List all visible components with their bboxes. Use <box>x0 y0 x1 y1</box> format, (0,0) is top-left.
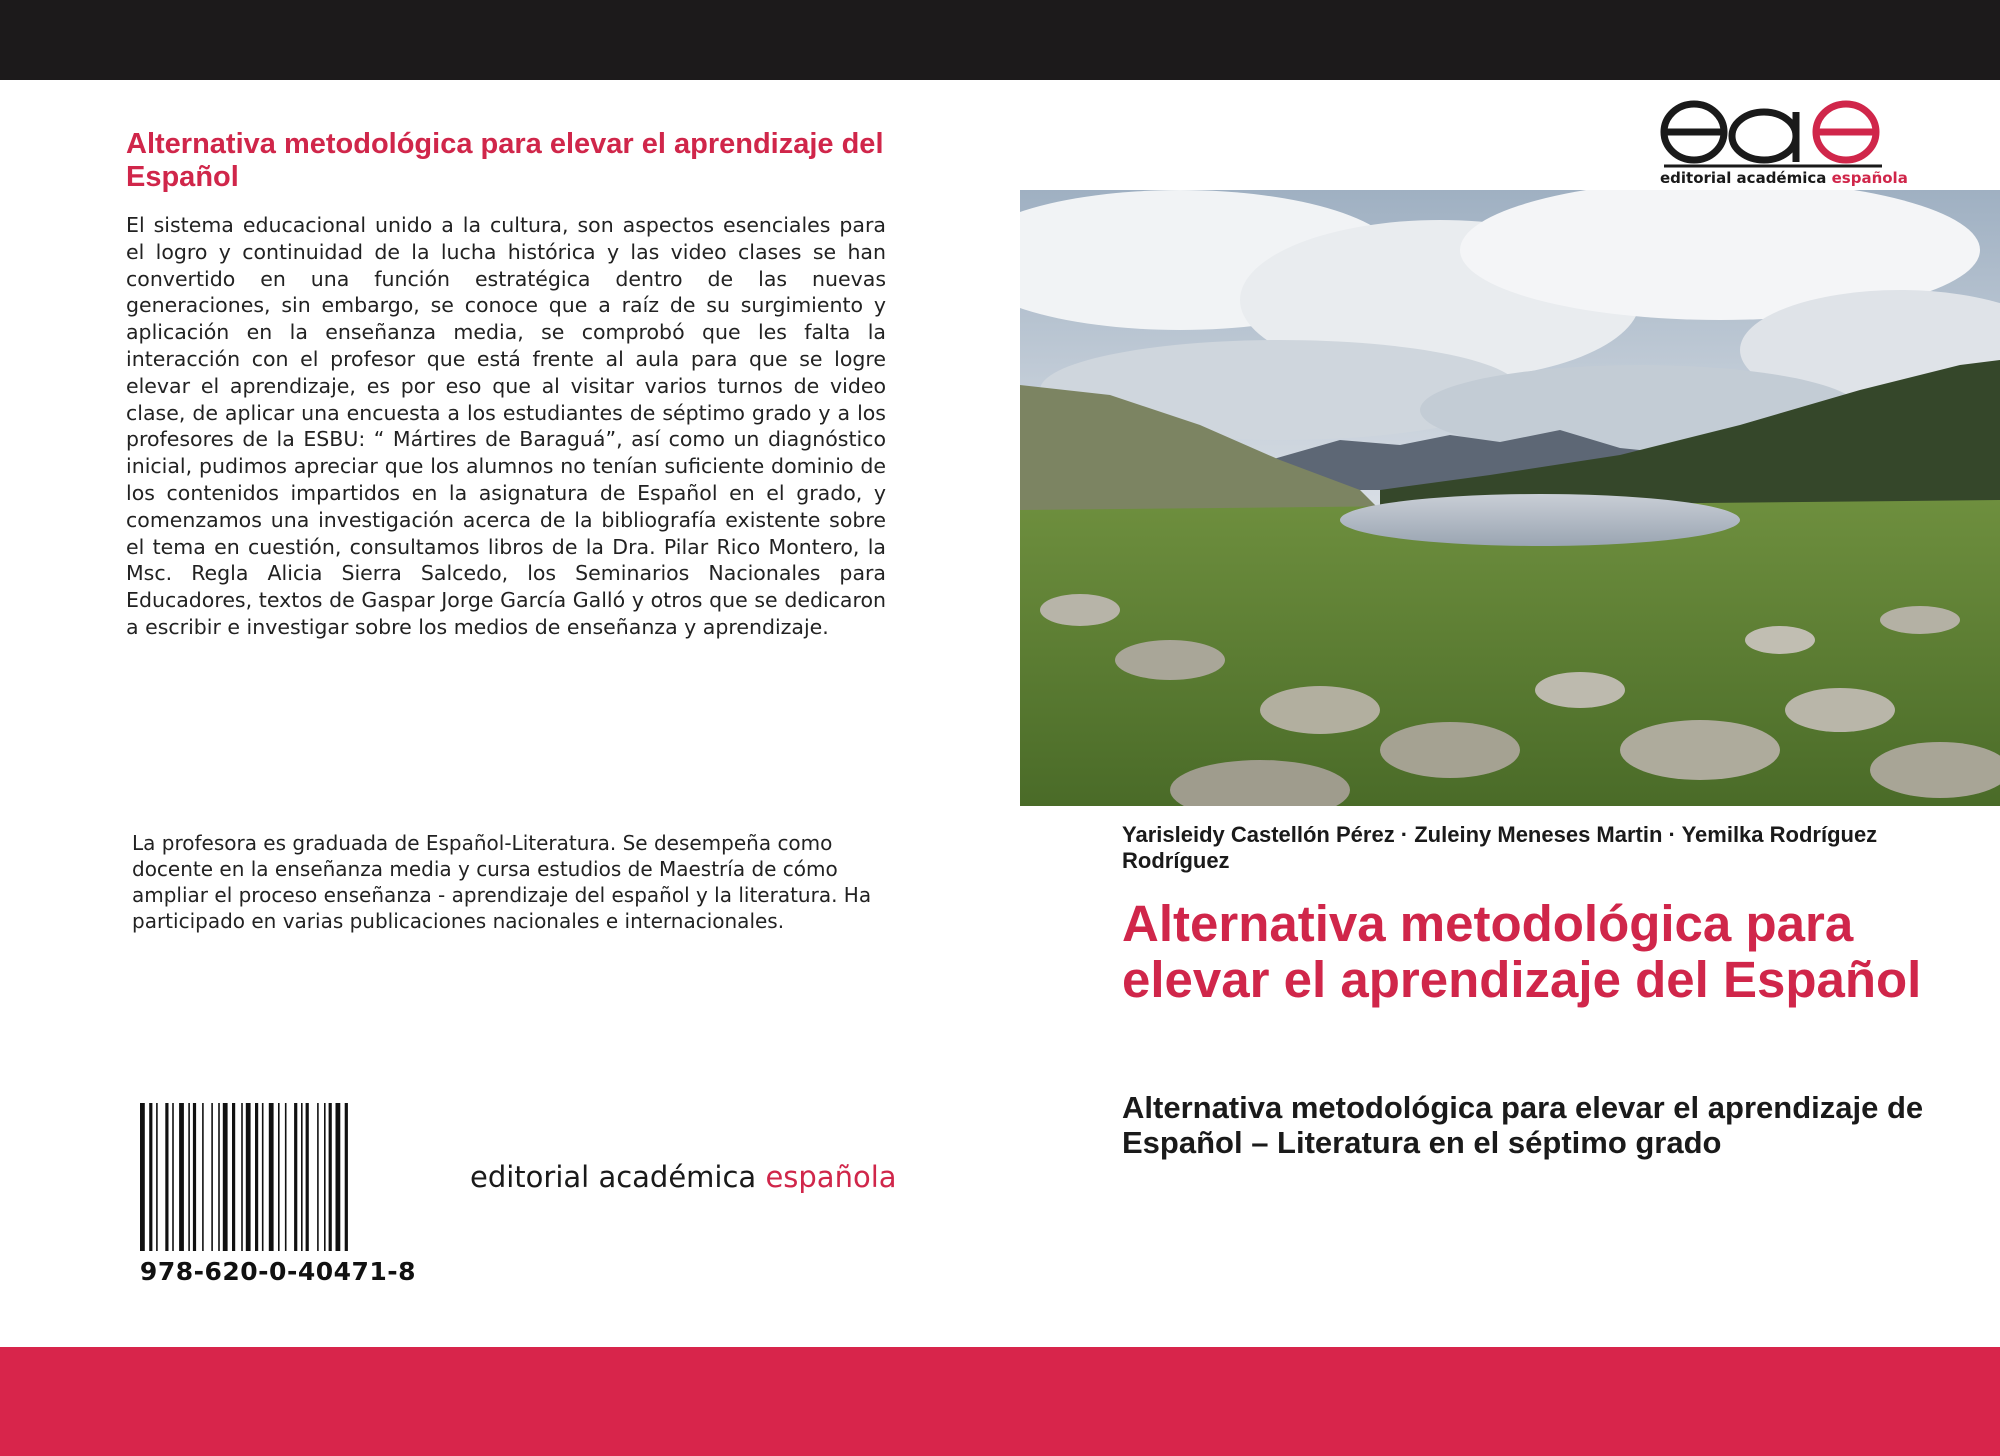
barcode-bar <box>202 1103 204 1251</box>
barcode-bar <box>255 1103 258 1251</box>
barcode-bar <box>149 1103 152 1251</box>
barcode-bar <box>278 1103 280 1251</box>
back-cover-title: Alternativa metodológica para elevar el aprendizaje del Español <box>126 128 884 193</box>
front-cover-subtitle: Alternativa metodológica para elevar el aprendizaje de Español – Literatura en el séptimo grado <box>1122 1090 1924 1160</box>
barcode-bar <box>172 1103 174 1251</box>
barcode-bar <box>301 1103 303 1251</box>
barcode-bars <box>138 1103 418 1251</box>
barcode-bar <box>294 1103 297 1251</box>
barcode-bar <box>336 1103 341 1251</box>
publisher-name-main: editorial académica <box>470 1160 766 1194</box>
barcode-bar <box>285 1103 287 1251</box>
barcode-bar <box>269 1103 274 1251</box>
logo-caption-main: editorial académica <box>1660 169 1832 187</box>
front-cover-title: Alternativa metodológica para elevar el aprendizaje del Español <box>1122 895 1922 1008</box>
barcode-bar <box>165 1103 168 1251</box>
cover-photo-landscape <box>1020 190 2000 806</box>
logo-caption-accent: española <box>1831 169 1908 187</box>
barcode-bar <box>262 1103 264 1251</box>
barcode-bar <box>156 1103 158 1251</box>
isbn-number: 978-620-0-40471-8 <box>139 1257 417 1286</box>
back-cover-blurb: El sistema educacional unido a la cultura, son aspectos esenciales para el logro y continuidad de la lucha histórica y las video clases se han convertido en una función estratégica dentro de las nuevas generaciones, sin embargo, se conoce que a raíz de su surgimiento y aplicación en la enseñanza media, se comprobó que les falta la interacción con el profesor que está frente al aula para que se logre elevar el aprendizaje, es por eso que al visitar varios turnos de video clase, de aplicar una encuesta a los estudiantes de séptimo grado y a los profesores de la ESBU: “ Mártires de Baraguá”, así como un diagnóstico inicial, pudimos apreciar que los alumnos no tenían suficiente dominio de los contenidos impartidos en la asignatura de Español en el grado, y comenzamos una investigación acerca de la bibliografía existente sobre el tema en cuestión, consultamos libros de la Dra. Pilar Rico Montero, la Msc. Regla Alicia Sierra Salcedo, los Seminarios Nacionales para Educadores, textos de Gaspar Jorge García Galló y otros que se dedicaron a escribir e investigar sobre los medios de enseñanza y aprendizaje. <box>126 213 886 639</box>
front-cover-authors: Yarisleidy Castellón Pérez · Zuleiny Meneses Martin · Yemilka Rodríguez Rodríguez <box>1122 822 1878 873</box>
barcode-bar <box>324 1103 326 1251</box>
barcode-bar <box>179 1103 184 1251</box>
publisher-wordmark <box>470 1160 897 1194</box>
barcode-bar <box>241 1103 243 1251</box>
barcode-bar <box>211 1103 213 1251</box>
barcode-bar <box>193 1103 196 1251</box>
isbn-barcode <box>138 1103 418 1286</box>
top-band <box>0 0 2000 80</box>
barcode-bar <box>232 1103 235 1251</box>
barcode-bar <box>317 1103 319 1251</box>
publisher-name-accent: española <box>765 1160 897 1194</box>
barcode-bar <box>140 1103 145 1251</box>
barcode-bar <box>246 1103 251 1251</box>
barcode-bar <box>306 1103 309 1251</box>
barcode-bar <box>223 1103 228 1251</box>
barcode-bar <box>345 1103 348 1251</box>
barcode-bar <box>329 1103 332 1251</box>
logo-caption <box>1660 169 1908 187</box>
author-bio: La profesora es graduada de Español-Literatura. Se desempeña como docente en la enseñanza media y cursa estudios de Maestría de cómo ampliar el proceso enseñanza - aprendizaje del español y la literatura. Ha participado en varias publicaciones nacionales e internacionales. <box>132 831 872 933</box>
barcode-bar <box>188 1103 190 1251</box>
bottom-band <box>0 1347 2000 1456</box>
barcode-bar <box>218 1103 220 1251</box>
